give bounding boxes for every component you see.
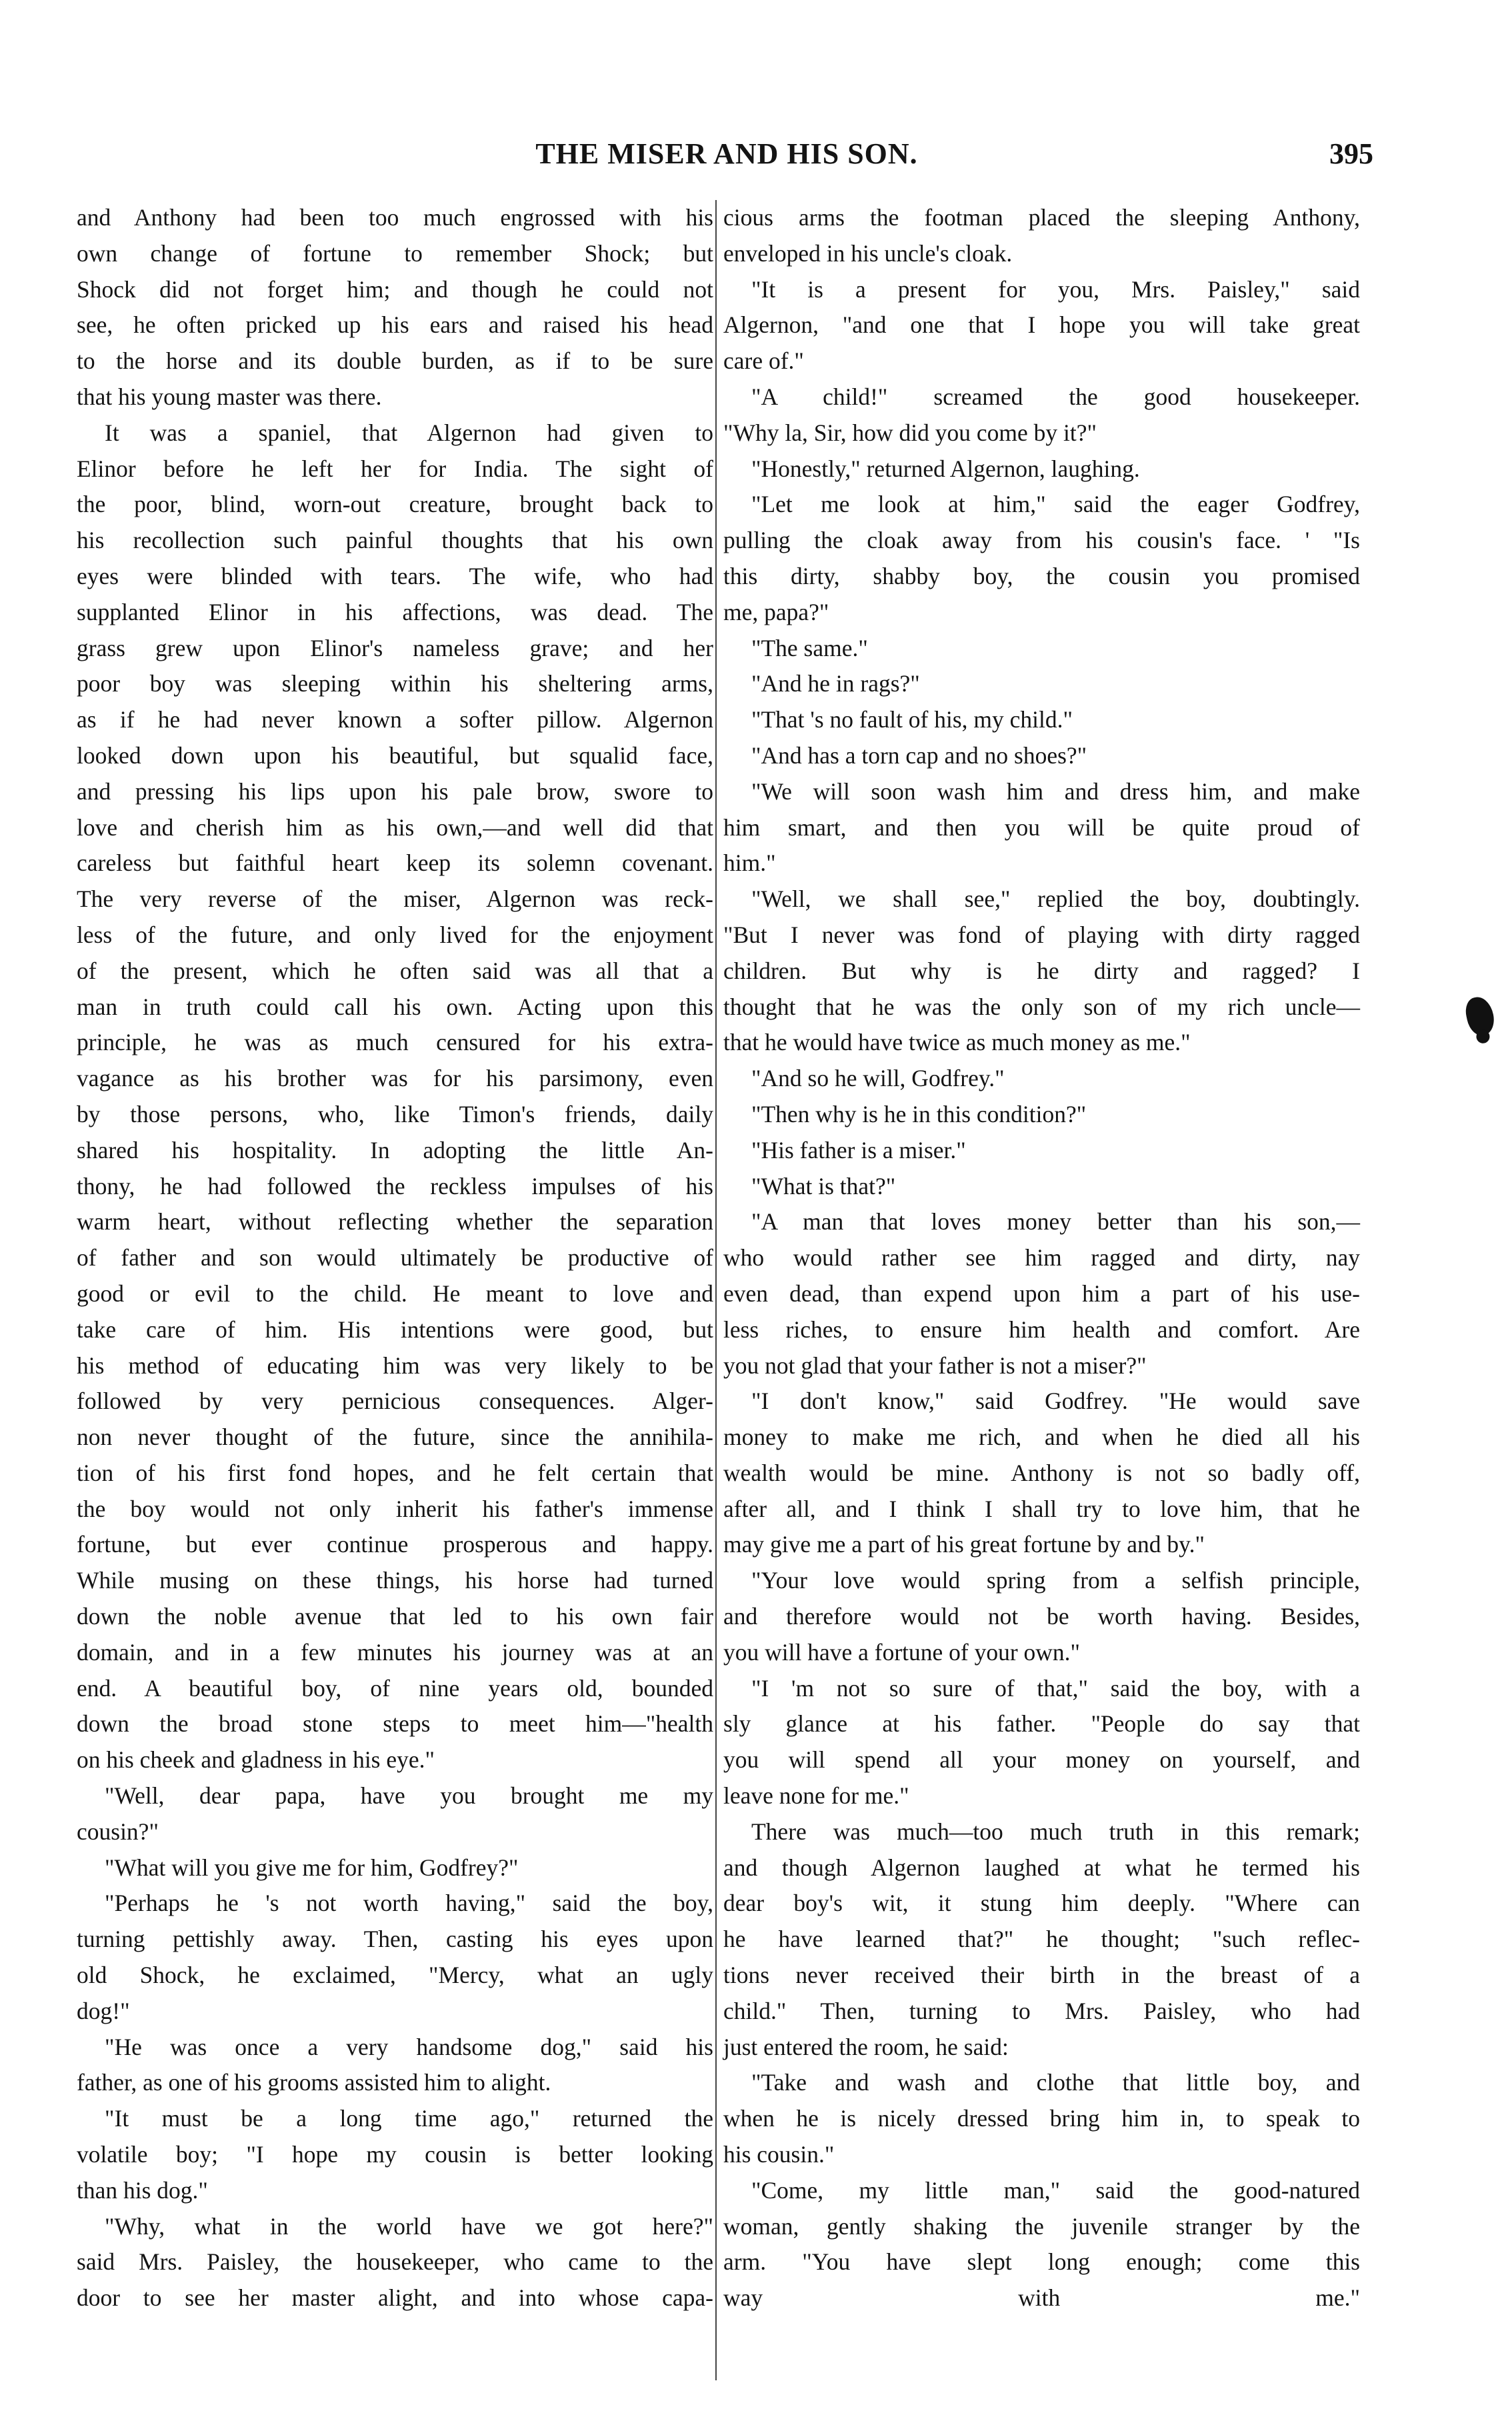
text-line: and pressing his lips upon his pale brow, swore to — [77, 777, 713, 805]
text-line: of father and son would ultimately be productive of — [77, 1244, 713, 1272]
text-line-wrap — [77, 1994, 713, 2030]
text-line: "He was once a very handsome dog," said his — [105, 2033, 713, 2060]
text-line-wrap — [77, 989, 713, 1025]
text-line: "That 's no fault of his, my child." — [751, 706, 1073, 733]
page-title: THE MISER AND HIS SON. — [535, 137, 918, 170]
text-line-wrap — [77, 236, 713, 272]
text-line: "And has a torn cap and no shoes?" — [751, 741, 1087, 769]
text-line: volatile boy; "I hope my cousin is better looking — [77, 2141, 713, 2168]
text-line: principle, he was as much censured for his extra- — [77, 1029, 713, 1056]
running-head — [80, 137, 1373, 177]
text-line: tions never received their birth in the breast of a — [723, 1962, 1360, 1989]
text-line-wrap — [723, 845, 1360, 881]
page-number: 395 — [1329, 137, 1373, 170]
text-line-wrap — [723, 2065, 1360, 2101]
text-line: old Shock, he exclaimed, "Mercy, what an ugly — [77, 1962, 713, 1989]
text-line-wrap — [723, 1384, 1360, 1420]
text-line-wrap — [77, 1456, 713, 1492]
text-line: good or evil to the child. He meant to love and — [77, 1280, 713, 1307]
text-line: shared his hospitality. In adopting the little An- — [77, 1136, 713, 1163]
text-line-wrap — [77, 1922, 713, 1958]
text-line: followed by very pernicious consequences. Alger- — [77, 1388, 713, 1415]
text-line-wrap — [723, 1778, 1360, 1814]
text-line-wrap — [723, 1994, 1360, 2030]
text-line-wrap — [723, 1133, 1360, 1169]
text-line: Algernon, "and one that I hope you will take great — [723, 311, 1360, 339]
text-line-wrap — [77, 1850, 713, 1886]
text-line-wrap — [723, 1240, 1360, 1276]
text-line: "And he in rags?" — [751, 670, 920, 697]
text-line-wrap — [723, 2030, 1360, 2066]
text-line-wrap — [723, 1420, 1360, 1456]
text-line: "A man that loves money better than his son,— — [751, 1208, 1360, 1236]
text-line: that his young master was there. — [77, 383, 382, 410]
text-line: and therefore would not be worth having. Besides, — [723, 1603, 1360, 1630]
text-line-wrap — [723, 307, 1360, 343]
text-line: the boy would not only inherit his father's immense — [77, 1495, 713, 1522]
text-line: dear boy's wit, it stung him deeply. "Where can — [723, 1890, 1360, 1917]
text-line: While musing on these things, his horse had turned — [77, 1567, 713, 1594]
text-line-wrap — [77, 1276, 713, 1312]
text-line: father, as one of his grooms assisted him to alight. — [77, 2069, 551, 2096]
text-line: his recollection such painful thoughts that his own — [77, 527, 713, 554]
text-line: "Why la, Sir, how did you come by it?" — [723, 419, 1097, 446]
text-line-wrap — [77, 1527, 713, 1563]
text-line: turning pettishly away. Then, casting his eyes upon — [77, 1926, 713, 1953]
text-line: his method of educating him was very likely to be — [77, 1352, 713, 1379]
text-line: who would rather see him ragged and dirty, nay — [723, 1244, 1360, 1272]
text-line-wrap — [723, 1527, 1360, 1563]
text-line-wrap — [723, 1635, 1360, 1671]
text-line: Elinor before he left her for India. The sight of — [77, 455, 713, 482]
text-line-wrap — [723, 1886, 1360, 1922]
text-line: wealth would be mine. Anthony is not so badly off, — [723, 1459, 1360, 1486]
column-divider — [715, 200, 717, 2380]
text-line: less riches, to ensure him health and comfort. Are — [723, 1316, 1360, 1343]
text-line-wrap — [723, 1671, 1360, 1707]
text-line-wrap — [723, 2280, 1360, 2316]
text-line: warm heart, without reflecting whether the separation — [77, 1208, 713, 1236]
text-line-wrap — [77, 2244, 713, 2280]
text-line-wrap — [77, 415, 713, 451]
text-line: his cousin." — [723, 2141, 835, 2168]
text-line: "And so he will, Godfrey." — [751, 1065, 1005, 1092]
text-line: care of." — [723, 347, 804, 375]
text-line-wrap — [723, 1599, 1360, 1635]
text-line: love and cherish him as his own,—and well did that — [77, 813, 713, 841]
text-line-wrap — [77, 487, 713, 523]
text-line: non never thought of the future, since the annihila- — [77, 1424, 713, 1451]
text-line: sly glance at his father. "People do say that — [723, 1710, 1360, 1738]
text-line: as if he had never known a softer pillow. Algernon — [77, 706, 713, 733]
text-line-wrap — [723, 1169, 1360, 1205]
text-line-wrap — [77, 1204, 713, 1240]
text-line-wrap — [723, 2173, 1360, 2209]
text-line: "Well, dear papa, have you brought me my — [105, 1782, 713, 1810]
text-line-wrap — [723, 451, 1360, 487]
text-line-wrap — [723, 1276, 1360, 1312]
text-line: less of the future, and only lived for the enjoyment — [77, 921, 713, 948]
text-line-wrap — [723, 1097, 1360, 1133]
text-line-wrap — [77, 1599, 713, 1635]
text-line-wrap — [723, 810, 1360, 846]
text-line-wrap — [77, 1492, 713, 1528]
text-line-wrap — [77, 810, 713, 846]
text-line-wrap — [77, 774, 713, 810]
text-line: "What will you give me for him, Godfrey?" — [105, 1854, 519, 1881]
text-line-wrap — [723, 917, 1360, 953]
text-line-wrap — [723, 1312, 1360, 1348]
text-line-wrap — [77, 272, 713, 308]
text-line-wrap — [723, 1025, 1360, 1061]
text-line: him smart, and then you will be quite proud of — [723, 813, 1360, 841]
text-line-wrap — [77, 1778, 713, 1814]
text-line: of the present, which he often said was all that a — [77, 957, 713, 984]
text-line-wrap — [723, 2137, 1360, 2173]
text-line-wrap — [77, 702, 713, 738]
text-line: "Let me look at him," said the eager Godfrey, — [751, 491, 1360, 518]
text-line: looked down upon his beautiful, but squalid face, — [77, 741, 713, 769]
text-line-wrap — [77, 343, 713, 379]
text-line: thought that he was the only son of my rich uncle— — [723, 993, 1360, 1020]
text-line-wrap — [723, 2244, 1360, 2280]
text-line: and Anthony had been too much engrossed with his — [77, 204, 713, 231]
text-line-wrap — [723, 236, 1360, 272]
text-line-wrap — [77, 1312, 713, 1348]
text-line-wrap — [77, 1169, 713, 1205]
text-line-wrap — [77, 1097, 713, 1133]
text-line-wrap — [723, 1061, 1360, 1097]
text-line-wrap — [77, 2030, 713, 2066]
text-line: he have learned that?" he thought; "such reflec- — [723, 1926, 1360, 1953]
text-line-wrap — [723, 1348, 1360, 1384]
text-line-wrap — [723, 272, 1360, 308]
text-line: and though Algernon laughed at what he termed his — [723, 1854, 1360, 1881]
text-line-wrap — [723, 953, 1360, 989]
text-line: just entered the room, he said: — [723, 2033, 1009, 2060]
text-line-wrap — [723, 666, 1360, 702]
text-line: this dirty, shabby boy, the cousin you promised — [723, 562, 1360, 589]
text-line-wrap — [77, 595, 713, 631]
text-line-wrap — [77, 1384, 713, 1420]
text-line-wrap — [723, 1706, 1360, 1742]
text-line: fortune, but ever continue prosperous and happy. — [77, 1531, 713, 1558]
text-line-wrap — [77, 1133, 713, 1169]
ink-blot-mark — [1463, 994, 1497, 1037]
text-line-wrap — [723, 1456, 1360, 1492]
text-line-wrap — [723, 379, 1360, 415]
text-line: child." Then, turning to Mrs. Paisley, who had — [723, 1997, 1360, 2024]
text-line: you will spend all your money on yourself, and — [723, 1746, 1360, 1774]
text-line-wrap — [77, 1742, 713, 1778]
text-line: domain, and in a few minutes his journey was at an — [77, 1638, 713, 1666]
text-line: door to see her master alight, and into whose capa- — [77, 2284, 713, 2312]
text-line: when he is nicely dressed bring him in, to speak to — [723, 2105, 1360, 2132]
text-line-wrap — [77, 881, 713, 917]
text-line: Shock did not forget him; and though he could not — [77, 275, 713, 303]
text-line-wrap — [723, 1742, 1360, 1778]
text-line: "We will soon wash him and dress him, and make — [751, 777, 1360, 805]
text-line: "Honestly," returned Algernon, laughing. — [751, 455, 1140, 482]
text-line: eyes were blinded with tears. The wife, who had — [77, 562, 713, 589]
text-line: thony, he had followed the reckless impulses of his — [77, 1172, 713, 1199]
text-line: leave none for me." — [723, 1782, 909, 1810]
text-line: money to make me rich, and when he died all his — [723, 1424, 1360, 1451]
text-line: down the noble avenue that led to his own fair — [77, 1603, 713, 1630]
text-line-wrap — [77, 1671, 713, 1707]
text-line: pulling the cloak away from his cousin's face. ' "Is — [723, 527, 1360, 554]
text-line-wrap — [723, 1204, 1360, 1240]
text-line-wrap — [723, 1563, 1360, 1599]
left-text-column — [77, 200, 713, 2316]
text-line: arm. "You have slept long enough; come this — [723, 2248, 1360, 2276]
text-line-wrap — [77, 451, 713, 487]
text-line: tion of his first fond hopes, and he felt certain that — [77, 1459, 713, 1486]
text-line-wrap — [723, 343, 1360, 379]
text-line-wrap — [723, 1814, 1360, 1850]
text-line: "It is a present for you, Mrs. Paisley," said — [751, 275, 1360, 303]
text-line-wrap — [77, 1563, 713, 1599]
text-line-wrap — [723, 774, 1360, 810]
text-line-wrap — [77, 1348, 713, 1384]
text-line-wrap — [77, 2209, 713, 2245]
text-line: you not glad that your father is not a miser?" — [723, 1352, 1147, 1379]
text-line-wrap — [723, 2101, 1360, 2137]
text-line-wrap — [77, 1240, 713, 1276]
text-line-wrap — [77, 307, 713, 343]
text-line-wrap — [77, 631, 713, 667]
text-line-wrap — [77, 845, 713, 881]
text-line-wrap — [723, 702, 1360, 738]
text-line: "Well, we shall see," replied the boy, doubtingly. — [751, 885, 1360, 913]
right-text-column — [723, 200, 1360, 2316]
text-line: "I don't know," said Godfrey. "He would save — [751, 1388, 1360, 1415]
text-line: "Come, my little man," said the good-natured — [751, 2176, 1360, 2204]
text-line: vagance as his brother was for his parsimony, even — [77, 1065, 713, 1092]
text-line-wrap — [77, 917, 713, 953]
text-line-wrap — [723, 1922, 1360, 1958]
text-line: that he would have twice as much money as me." — [723, 1029, 1191, 1056]
text-line-wrap — [723, 523, 1360, 559]
text-line: take care of him. His intentions were good, but — [77, 1316, 713, 1343]
text-line-wrap — [77, 2280, 713, 2316]
text-line-wrap — [77, 1814, 713, 1850]
text-line: own change of fortune to remember Shock; but — [77, 239, 713, 267]
text-line-wrap — [723, 595, 1360, 631]
text-line: grass grew upon Elinor's nameless grave; and her — [77, 634, 713, 661]
text-line: you will have a fortune of your own." — [723, 1638, 1081, 1666]
text-line: him." — [723, 849, 776, 877]
text-line-wrap — [77, 738, 713, 774]
text-line: down the broad stone steps to meet him—"health — [77, 1710, 713, 1738]
text-line-wrap — [77, 1886, 713, 1922]
text-line-wrap — [77, 523, 713, 559]
text-line-wrap — [723, 559, 1360, 595]
text-line-wrap — [723, 487, 1360, 523]
text-line-wrap — [77, 1635, 713, 1671]
text-line: There was much—too much truth in this remark; — [751, 1818, 1360, 1845]
text-line-wrap — [723, 200, 1360, 236]
text-line: the poor, blind, worn-out creature, brought back to — [77, 491, 713, 518]
text-line: woman, gently shaking the juvenile stranger by the — [723, 2212, 1360, 2240]
text-line-wrap — [77, 2101, 713, 2137]
text-line: It was a spaniel, that Algernon had given to — [105, 419, 713, 446]
text-line-wrap — [77, 2065, 713, 2101]
text-line-wrap — [723, 2209, 1360, 2245]
text-line-wrap — [77, 559, 713, 595]
text-line: "The same." — [751, 634, 868, 661]
text-line: even dead, than expend upon him a part of his use- — [723, 1280, 1360, 1307]
text-line: enveloped in his uncle's cloak. — [723, 239, 1013, 267]
text-line: cious arms the footman placed the sleeping Anthony, — [723, 204, 1360, 231]
text-line-wrap — [77, 1958, 713, 1994]
text-line-wrap — [723, 989, 1360, 1025]
text-line: supplanted Elinor in his affections, was dead. The — [77, 598, 713, 625]
text-line: careless but faithful heart keep its solemn covenant. — [77, 849, 713, 877]
text-line-wrap — [77, 379, 713, 415]
text-line: by those persons, who, like Timon's friends, daily — [77, 1100, 713, 1127]
text-line-wrap — [723, 1850, 1360, 1886]
text-line: see, he often pricked up his ears and raised his head — [77, 311, 713, 339]
text-line: "Then why is he in this condition?" — [751, 1100, 1087, 1127]
text-line: "Take and wash and clothe that little boy, and — [751, 2069, 1360, 2096]
text-line: "It must be a long time ago," returned the — [105, 2105, 713, 2132]
text-line: to the horse and its double burden, as if to be sure — [77, 347, 713, 375]
text-line: cousin?" — [77, 1818, 159, 1845]
text-line-wrap — [77, 1025, 713, 1061]
text-line: may give me a part of his great fortune by and by." — [723, 1531, 1205, 1558]
text-line-wrap — [723, 415, 1360, 451]
text-line-wrap — [77, 1061, 713, 1097]
text-line: man in truth could call his own. Acting upon this — [77, 993, 713, 1020]
text-line-wrap — [723, 881, 1360, 917]
text-line: on his cheek and gladness in his eye." — [77, 1746, 435, 1774]
text-line: me, papa?" — [723, 598, 829, 625]
text-line-wrap — [723, 1492, 1360, 1528]
text-line: said Mrs. Paisley, the housekeeper, who came to the — [77, 2248, 713, 2276]
text-line: dog!" — [77, 1997, 130, 2024]
text-line: "His father is a miser." — [751, 1136, 966, 1163]
text-line-wrap — [77, 1706, 713, 1742]
text-line: "Your love would spring from a selfish principle, — [751, 1567, 1360, 1594]
text-line-wrap — [723, 1958, 1360, 1994]
text-line: "Perhaps he 's not worth having," said the boy, — [105, 1890, 713, 1917]
text-line: "But I never was fond of playing with dirty ragged — [723, 921, 1360, 948]
text-line: The very reverse of the miser, Algernon was reck- — [77, 885, 713, 913]
text-line: "Why, what in the world have we got here?" — [105, 2212, 713, 2240]
text-line-wrap — [77, 953, 713, 989]
text-line: "I 'm not so sure of that," said the boy, with a — [751, 1674, 1360, 1702]
text-line: "A child!" screamed the good housekeeper. — [751, 383, 1360, 410]
text-line: end. A beautiful boy, of nine years old, bounded — [77, 1674, 713, 1702]
text-line: than his dog." — [77, 2176, 208, 2204]
text-line-wrap — [77, 1420, 713, 1456]
text-line: "What is that?" — [751, 1172, 896, 1199]
text-line-wrap — [723, 738, 1360, 774]
text-line-wrap — [723, 631, 1360, 667]
text-line-wrap — [77, 200, 713, 236]
text-line: children. But why is he dirty and ragged? I — [723, 957, 1360, 984]
text-line: way with me." — [723, 2284, 1360, 2312]
text-line-wrap — [77, 2173, 713, 2209]
text-line: poor boy was sleeping within his sheltering arms, — [77, 670, 713, 697]
text-line: after all, and I think I shall try to love him, that he — [723, 1495, 1360, 1522]
text-line-wrap — [77, 666, 713, 702]
text-line-wrap — [77, 2137, 713, 2173]
